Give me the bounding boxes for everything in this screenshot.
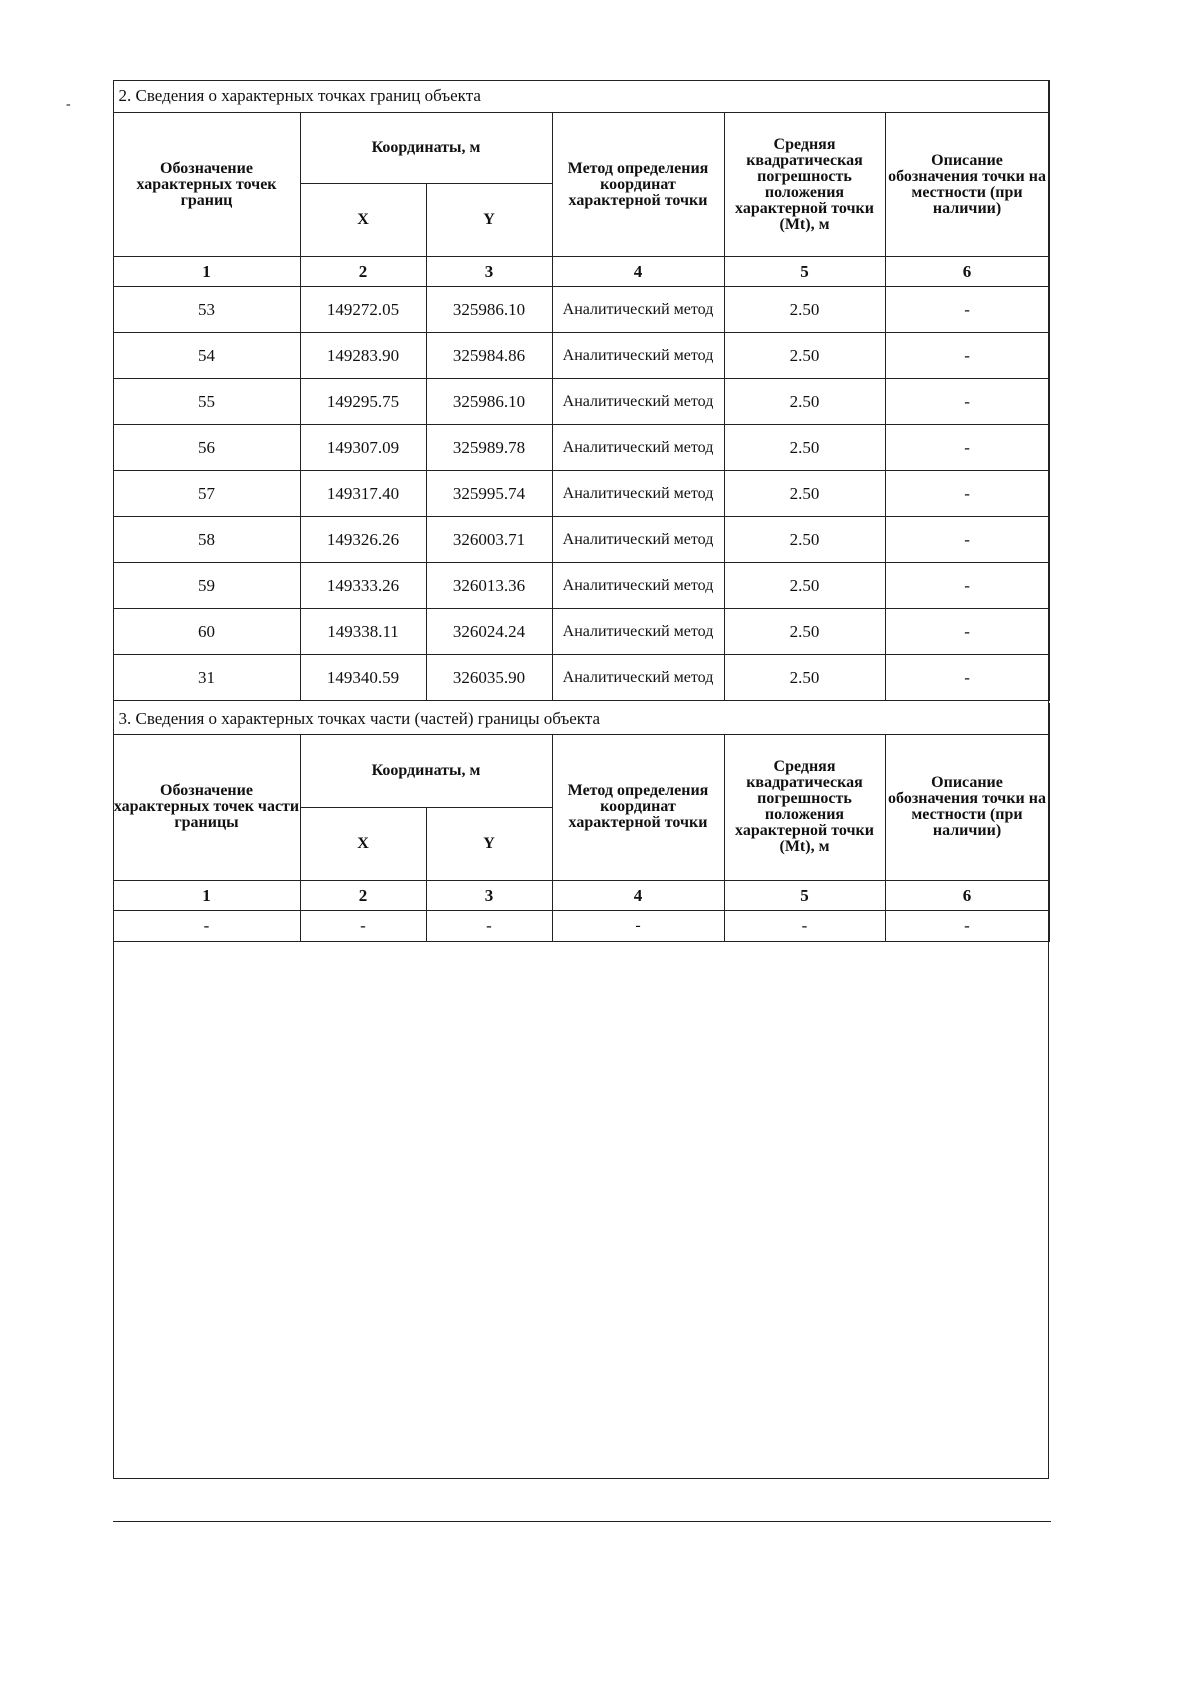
point-id-cell: 31 [113, 655, 300, 701]
error-cell: 2.50 [724, 379, 885, 425]
header-designation: Обозначение характерных точек части границы [113, 734, 300, 880]
header-y: Y [426, 184, 552, 257]
method-cell: Аналитический метод [552, 333, 724, 379]
description-cell: - [885, 333, 1049, 379]
header-method: Метод определения координат характерной точки [552, 113, 724, 257]
table-row [113, 563, 1049, 609]
method-cell: Аналитический метод [552, 471, 724, 517]
table-row [113, 333, 1049, 379]
y-coordinate-cell: 326024.24 [426, 609, 552, 655]
table-row [113, 471, 1049, 517]
header-y: Y [426, 807, 552, 880]
y-coordinate-cell: 326035.90 [426, 655, 552, 701]
method-cell: Аналитический метод [552, 287, 724, 333]
table-row [113, 655, 1049, 701]
error-cell: 2.50 [724, 425, 885, 471]
method-cell: Аналитический метод [552, 517, 724, 563]
description-cell: - [885, 425, 1049, 471]
description-cell: - [885, 563, 1049, 609]
column-number: 1 [113, 880, 300, 910]
header-description: Описание обозначения точки на местности (при наличии) [885, 113, 1049, 257]
y-coordinate-cell: 325986.10 [426, 287, 552, 333]
x-coordinate-cell: 149333.26 [300, 563, 426, 609]
point-id-cell: 57 [113, 471, 300, 517]
column-number: 2 [300, 880, 426, 910]
x-coordinate-cell: 149326.26 [300, 517, 426, 563]
error-cell: - [724, 910, 885, 941]
column-number: 2 [300, 257, 426, 287]
method-cell: Аналитический метод [552, 425, 724, 471]
description-cell: - [885, 379, 1049, 425]
point-id-cell: 58 [113, 517, 300, 563]
table-row [113, 517, 1049, 563]
description-cell: - [885, 910, 1049, 941]
x-coordinate-cell: 149340.59 [300, 655, 426, 701]
column-number: 3 [426, 257, 552, 287]
description-cell: - [885, 655, 1049, 701]
x-coordinate-cell: 149338.11 [300, 609, 426, 655]
y-coordinate-cell: 326003.71 [426, 517, 552, 563]
x-coordinate-cell: 149307.09 [300, 425, 426, 471]
error-cell: 2.50 [724, 563, 885, 609]
header-x: X [300, 807, 426, 880]
y-coordinate-cell: 325984.86 [426, 333, 552, 379]
header-error: Средняя квадратическая погрешность положения характерной точки (Mt), м [724, 113, 885, 257]
description-cell: - [885, 517, 1049, 563]
description-cell: - [885, 287, 1049, 333]
method-cell: Аналитический метод [552, 655, 724, 701]
column-number: 6 [885, 880, 1049, 910]
column-number: 5 [724, 880, 885, 910]
x-coordinate-cell: 149272.05 [300, 287, 426, 333]
method-cell: Аналитический метод [552, 563, 724, 609]
x-coordinate-cell: 149295.75 [300, 379, 426, 425]
error-cell: 2.50 [724, 655, 885, 701]
table-row [113, 910, 1049, 941]
method-cell: Аналитический метод [552, 609, 724, 655]
column-number: 3 [426, 880, 552, 910]
method-cell: Аналитический метод [552, 379, 724, 425]
error-cell: 2.50 [724, 517, 885, 563]
error-cell: 2.50 [724, 333, 885, 379]
footer-rule [113, 1521, 1051, 1522]
column-number: 4 [552, 880, 724, 910]
point-id-cell: 53 [113, 287, 300, 333]
y-coordinate-cell: 325986.10 [426, 379, 552, 425]
y-coordinate-cell: - [426, 910, 552, 941]
description-cell: - [885, 471, 1049, 517]
point-id-cell: 54 [113, 333, 300, 379]
column-number-row [113, 257, 1049, 287]
header-x: X [300, 184, 426, 257]
error-cell: 2.50 [724, 609, 885, 655]
column-number: 4 [552, 257, 724, 287]
column-number: 5 [724, 257, 885, 287]
part-boundary-points-table [113, 703, 1050, 942]
table-row [113, 609, 1049, 655]
description-cell: - [885, 609, 1049, 655]
y-coordinate-cell: 325995.74 [426, 471, 552, 517]
error-cell: 2.50 [724, 287, 885, 333]
point-id-cell: 60 [113, 609, 300, 655]
point-id-cell: - [113, 910, 300, 941]
table-row [113, 425, 1049, 471]
section3-title: 3. Сведения о характерных точках части (частей) границы объекта [113, 703, 1049, 734]
boundary-points-table [113, 80, 1050, 702]
header-error: Средняя квадратическая погрешность положения характерной точки (Mt), м [724, 734, 885, 880]
header-coords: Координаты, м [300, 113, 552, 184]
point-id-cell: 59 [113, 563, 300, 609]
x-coordinate-cell: - [300, 910, 426, 941]
header-method: Метод определения координат характерной точки [552, 734, 724, 880]
table-row [113, 287, 1049, 333]
method-cell: - [552, 910, 724, 941]
column-number-row [113, 880, 1049, 910]
header-description: Описание обозначения точки на местности (при наличии) [885, 734, 1049, 880]
column-number: 6 [885, 257, 1049, 287]
error-cell: 2.50 [724, 471, 885, 517]
point-id-cell: 56 [113, 425, 300, 471]
y-coordinate-cell: 326013.36 [426, 563, 552, 609]
y-coordinate-cell: 325989.78 [426, 425, 552, 471]
x-coordinate-cell: 149317.40 [300, 471, 426, 517]
page-frame [113, 80, 1049, 1479]
header-coords: Координаты, м [300, 734, 552, 807]
section2-title: 2. Сведения о характерных точках границ объекта [113, 80, 1049, 113]
point-id-cell: 55 [113, 379, 300, 425]
stray-mark: - [66, 97, 71, 112]
header-designation: Обозначение характерных точек границ [113, 113, 300, 257]
x-coordinate-cell: 149283.90 [300, 333, 426, 379]
column-number: 1 [113, 257, 300, 287]
table-row [113, 379, 1049, 425]
